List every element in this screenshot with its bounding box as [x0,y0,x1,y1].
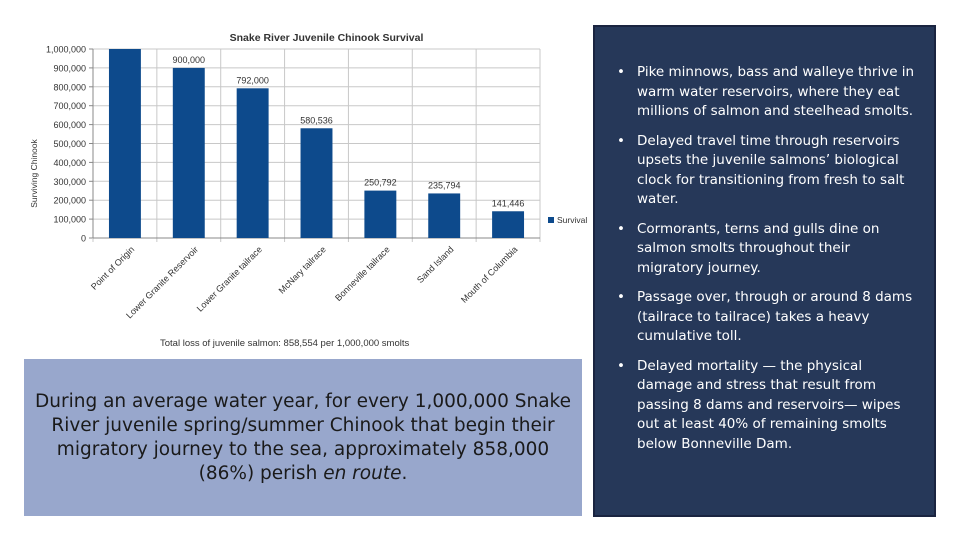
bullet-item: • Delayed travel time through reservoirs upsets the juvenile salmons’ biological clock for transitioning from fresh to salt water. [617,132,905,207]
x-tick-label: Sand Island [414,244,456,286]
x-tick-label: Point of Origin [88,244,137,292]
bar [364,191,396,238]
caption-box [24,359,582,516]
chart-footnote: Total loss of juvenile salmon: 858,554 per 1,000,000 smolts [160,338,410,349]
bar [109,49,141,238]
bullet-icon: • [617,64,625,80]
bar [301,128,333,238]
bullet-item: • Cormorants, terns and gulls dine on salmon smolts throughout their migratory journey. [617,220,880,276]
y-tick-label: 800,000 [53,82,86,93]
x-tick-label: Lower Granite Reservoir [124,244,201,321]
y-axis-label: Surviving Chinook [29,139,39,208]
bar [237,88,269,238]
x-tick-label: Mouth of Columbia [458,244,520,305]
y-tick-label: 200,000 [53,195,86,206]
y-tick-label: 400,000 [53,157,86,168]
bullet-icon: • [617,132,625,149]
bar [492,211,524,238]
y-tick-label: 600,000 [53,120,86,131]
bullet-item: • Delayed mortality — the physical damage and stress that result from passing 8 dams and reservoirs— wipes out at least 40% of remaining smolts below Bonneville Dam. [617,357,901,452]
bar [428,193,460,238]
bullet-icon: • [617,220,625,237]
bullet-list [595,27,934,454]
survival-bar-chart [0,0,590,355]
chart-title: Snake River Juvenile Chinook Survival [229,32,424,44]
legend-label: Survival [557,215,588,225]
caption-emphasis: en route [323,462,402,484]
data-label: 900,000 [172,54,206,65]
data-label: 250,792 [364,177,397,188]
bullet-icon: • [617,289,625,305]
x-tick-label: Lower Granite tailrace [194,244,265,314]
y-tick-label: 500,000 [53,139,86,149]
x-tick-label: Bonneville tailrace [333,244,392,304]
data-label: 580,536 [300,115,333,126]
y-tick-label: 900,000 [53,63,86,74]
caption-text: During an average water year, for every 1,000,000 Snake River juvenile spring/summer Chinook that begin their migratory journey to the sea, approximately 858,000 (86%) perish en route. [35,390,571,484]
y-tick-label: 1,000,000 [45,44,86,55]
y-tick-label: 100,000 [53,214,86,225]
legend-swatch [548,217,554,223]
bullet-item: • Passage over, through or around 8 dams (tailrace to tailrace) takes a heavy cumulative toll. [617,289,913,344]
data-label: 235,794 [427,180,461,191]
bullet-icon: • [617,357,625,374]
bullet-item: • Pike minnows, bass and walleye thrive in warm water reservoirs, where they eat millions of salmon and steelhead smolts. [617,64,915,119]
y-tick-label: 0 [80,233,86,244]
data-label: 792,000 [236,75,269,86]
y-tick-label: 700,000 [53,101,86,112]
y-tick-label: 300,000 [53,176,86,187]
data-label: 141,446 [491,198,525,209]
bullet-panel [593,25,936,517]
x-tick-label: McNary tailrace [276,244,328,296]
bar [173,68,205,238]
